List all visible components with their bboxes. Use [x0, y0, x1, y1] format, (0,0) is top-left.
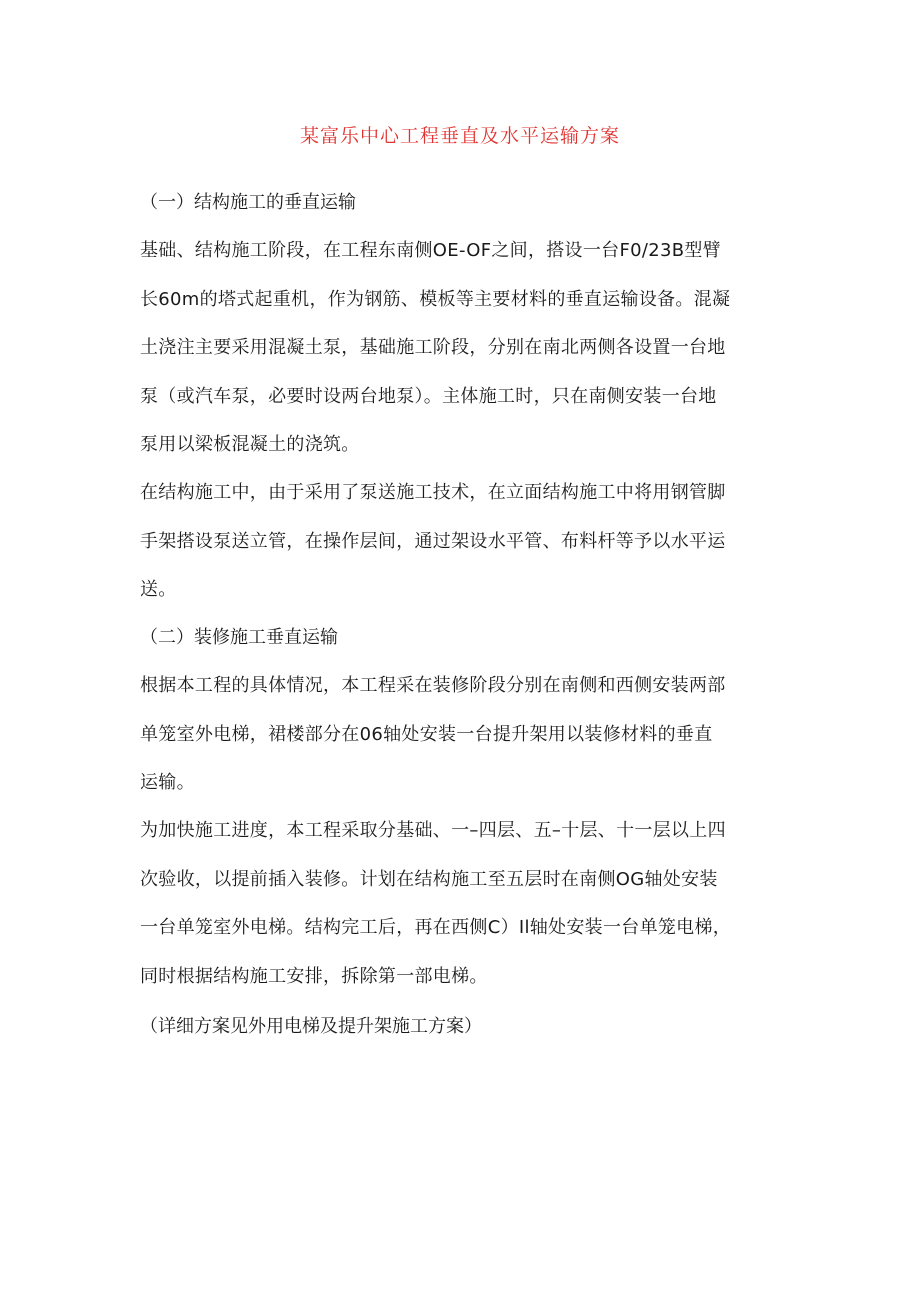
- paragraph-line: 泵（或汽车泵，必要时设两台地泵）。主体施工时，只在南侧安装一台地: [140, 385, 717, 407]
- paragraph-decoration-elevators: [140, 662, 790, 808]
- paragraph-acceptance-schedule: [140, 807, 790, 1001]
- paragraph-line: 土浇注主要采用混凝土泵，基础施工阶段，分别在南北两侧各设置一台地: [140, 337, 726, 358]
- paragraph-line: 为加快施工进度，本工程采取分基础、一–四层、五–十层、十一层以上四: [140, 820, 726, 841]
- paragraph-line: 手架搭设泵送立管，在操作层间，通过架设水平管、布料杆等予以水平运: [140, 530, 726, 552]
- paragraph-line: 同时根据结构施工安排，拆除第一部电梯。: [140, 965, 488, 987]
- paragraph-line: 次验收，以提前插入装修。计划在结构施工至五层时在南侧OG轴处安装: [140, 868, 718, 890]
- paragraph-line: 运输。: [140, 772, 195, 793]
- paragraph-line: 送。: [140, 579, 177, 600]
- paragraph-line: 根据本工程的具体情况，本工程采在装修阶段分别在南侧和西侧安装两部: [140, 675, 726, 696]
- paragraph-line: 一台单笼室外电梯。结构完工后，再在西侧C）Il轴处安装一台单笼电梯，: [140, 917, 732, 938]
- paragraph-structural-construction: [140, 227, 790, 470]
- section-heading-structural-vertical-transport: （一）结构施工的垂直运输: [140, 192, 356, 213]
- paragraph-line: 泵用以梁板混凝土的浇筑。: [140, 434, 360, 455]
- paragraph-line: 在结构施工中，由于采用了泵送施工技术，在立面结构施工中将用钢管脚: [140, 482, 726, 503]
- paragraph-line: 单笼室外电梯，裙楼部分在06轴处安装一台提升架用以装修材料的垂直: [140, 723, 713, 745]
- paragraph-pump-delivery: [140, 469, 790, 615]
- closing-note: （详细方案见外用电梯及提升架施工方案）: [140, 1016, 482, 1037]
- section-heading-decoration-vertical-transport: （二）装修施工垂直运输: [140, 627, 338, 648]
- paragraph-line: 基础、结构施工阶段，在工程东南侧OE-OF之间，搭设一台F0/23B型臂: [140, 240, 721, 261]
- paragraph-line: 长60m的塔式起重机，作为钢筋、模板等主要材料的垂直运输设备。混凝: [140, 288, 731, 310]
- document-title: 某富乐中心工程垂直及水平运输方案: [299, 125, 620, 147]
